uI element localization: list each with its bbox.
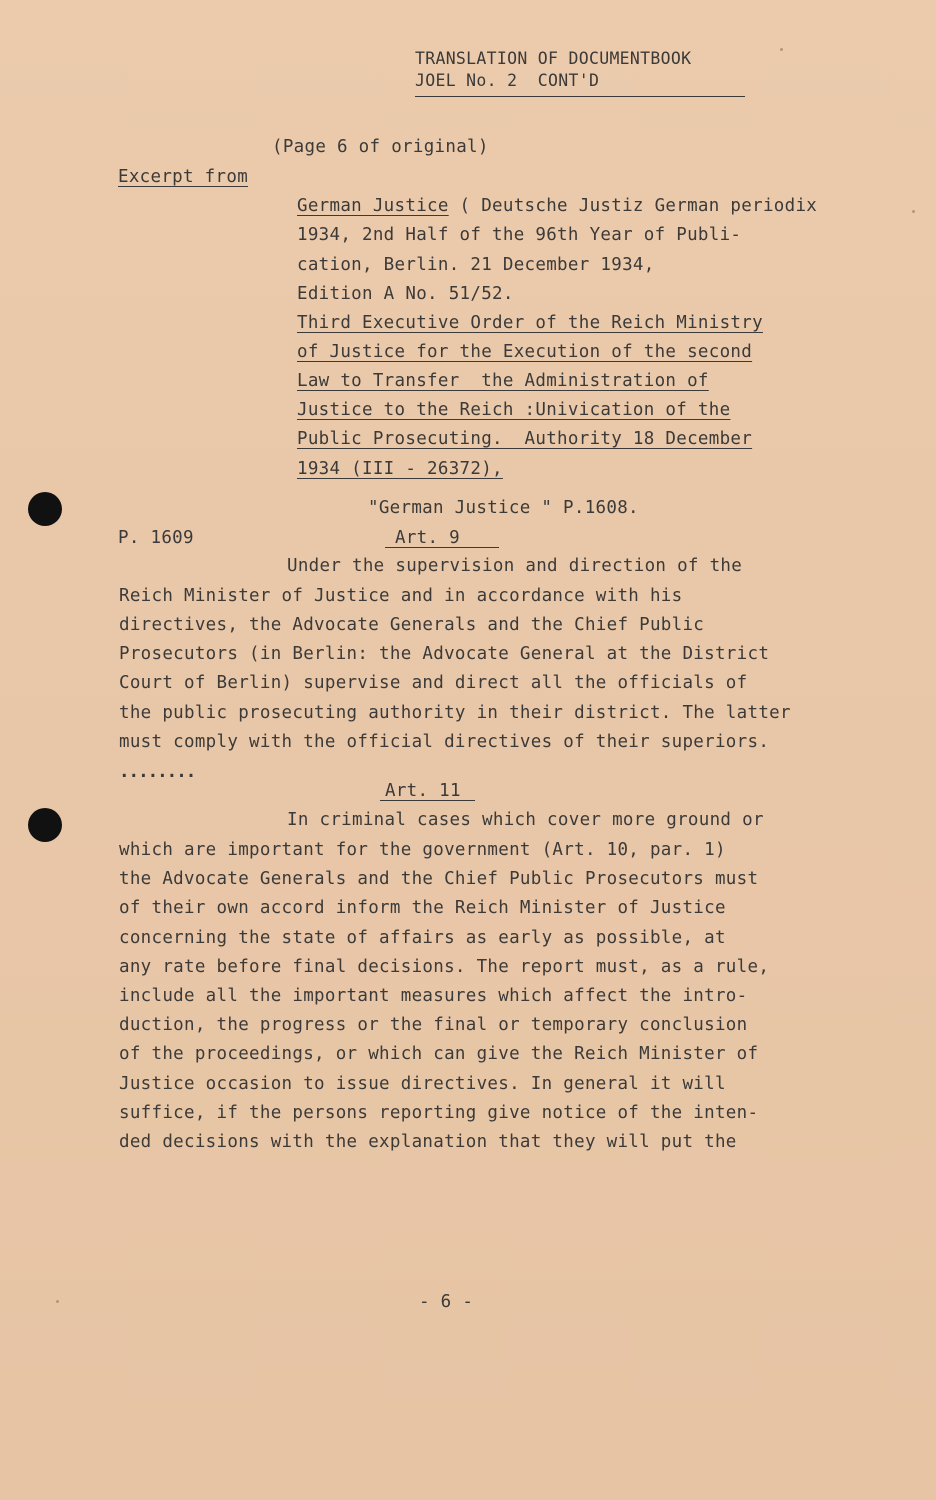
source-line: Law to Transfer the Administration of [297,371,709,391]
paragraph-line: of the proceedings, or which can give the Reich Minister of [119,1044,759,1064]
article-heading-underline [385,547,499,548]
paragraph-line: any rate before final decisions. The report must, as a rule, [119,957,770,977]
source-line: German Justice ( Deutsche Justiz German periodix [297,196,818,216]
article-heading-9: Art. 9 [395,528,461,548]
source-line: Public Prosecuting. Authority 18 December [297,429,753,449]
source-line: 1934 (III - 26372), [297,459,503,479]
paragraph-line: In criminal cases which cover more ground or [287,810,764,830]
margin-page-number: P. 1609 [118,528,194,548]
paragraph-line: Reich Minister of Justice and in accordance with his [119,586,683,606]
paragraph-line: the Advocate Generals and the Chief Public Prosecutors must [119,869,759,889]
paragraph-line: Court of Berlin) supervise and direct all the officials of [119,673,748,693]
paragraph-line: Justice occasion to issue directives. In general it will [119,1074,726,1094]
paragraph-line: Under the supervision and direction of the [287,556,743,576]
paragraph-line: concerning the state of affairs as early as possible, at [119,928,726,948]
article-heading-underline [380,800,475,801]
source-line: cation, Berlin. 21 December 1934, [297,255,655,275]
paragraph-line: of their own accord inform the Reich Minister of Justice [119,898,726,918]
paragraph-line: include all the important measures which affect the intro- [119,986,748,1006]
paragraph-line: duction, the progress or the final or temporary conclusion [119,1015,748,1035]
paragraph-line: the public prosecuting authority in their district. The latter [119,703,791,723]
header-rule [415,96,745,97]
source-line: Justice to the Reich :Univication of the [297,400,731,420]
periodical-citation: "German Justice " P.1608. [368,498,639,518]
page-number: - 6 - [419,1292,474,1312]
original-page-reference: (Page 6 of original) [272,137,489,157]
source-line: Third Executive Order of the Reich Ministry [297,313,763,333]
paper-speck [912,210,915,213]
source-line: of Justice for the Execution of the second [297,342,753,362]
paragraph-line: suffice, if the persons reporting give notice of the inten- [119,1103,759,1123]
header-title: TRANSLATION OF DOCUMENTBOOK [415,49,692,68]
excerpt-label: Excerpt from [118,167,249,187]
source-line: Edition A No. 51/52. [297,284,514,304]
paragraph-line: which are important for the government (Art. 10, par. 1) [119,840,726,860]
source-line: 1934, 2nd Half of the 96th Year of Publi- [297,225,742,245]
punch-hole-top [28,492,62,526]
paragraph-line: must comply with the official directives of their superiors. [119,732,770,752]
article-heading-11: Art. 11 [385,781,461,801]
paper-speck [780,48,783,51]
paper-speck [56,1300,59,1303]
paragraph-line: ded decisions with the explanation that they will put the [119,1132,737,1152]
header-subtitle: JOEL No. 2 CONT'D [415,71,600,90]
omission-dots: ........ [119,762,196,782]
paragraph-line: Prosecutors (in Berlin: the Advocate General at the District [119,644,770,664]
paragraph-line: directives, the Advocate Generals and the Chief Public [119,615,705,635]
punch-hole-bottom [28,808,62,842]
